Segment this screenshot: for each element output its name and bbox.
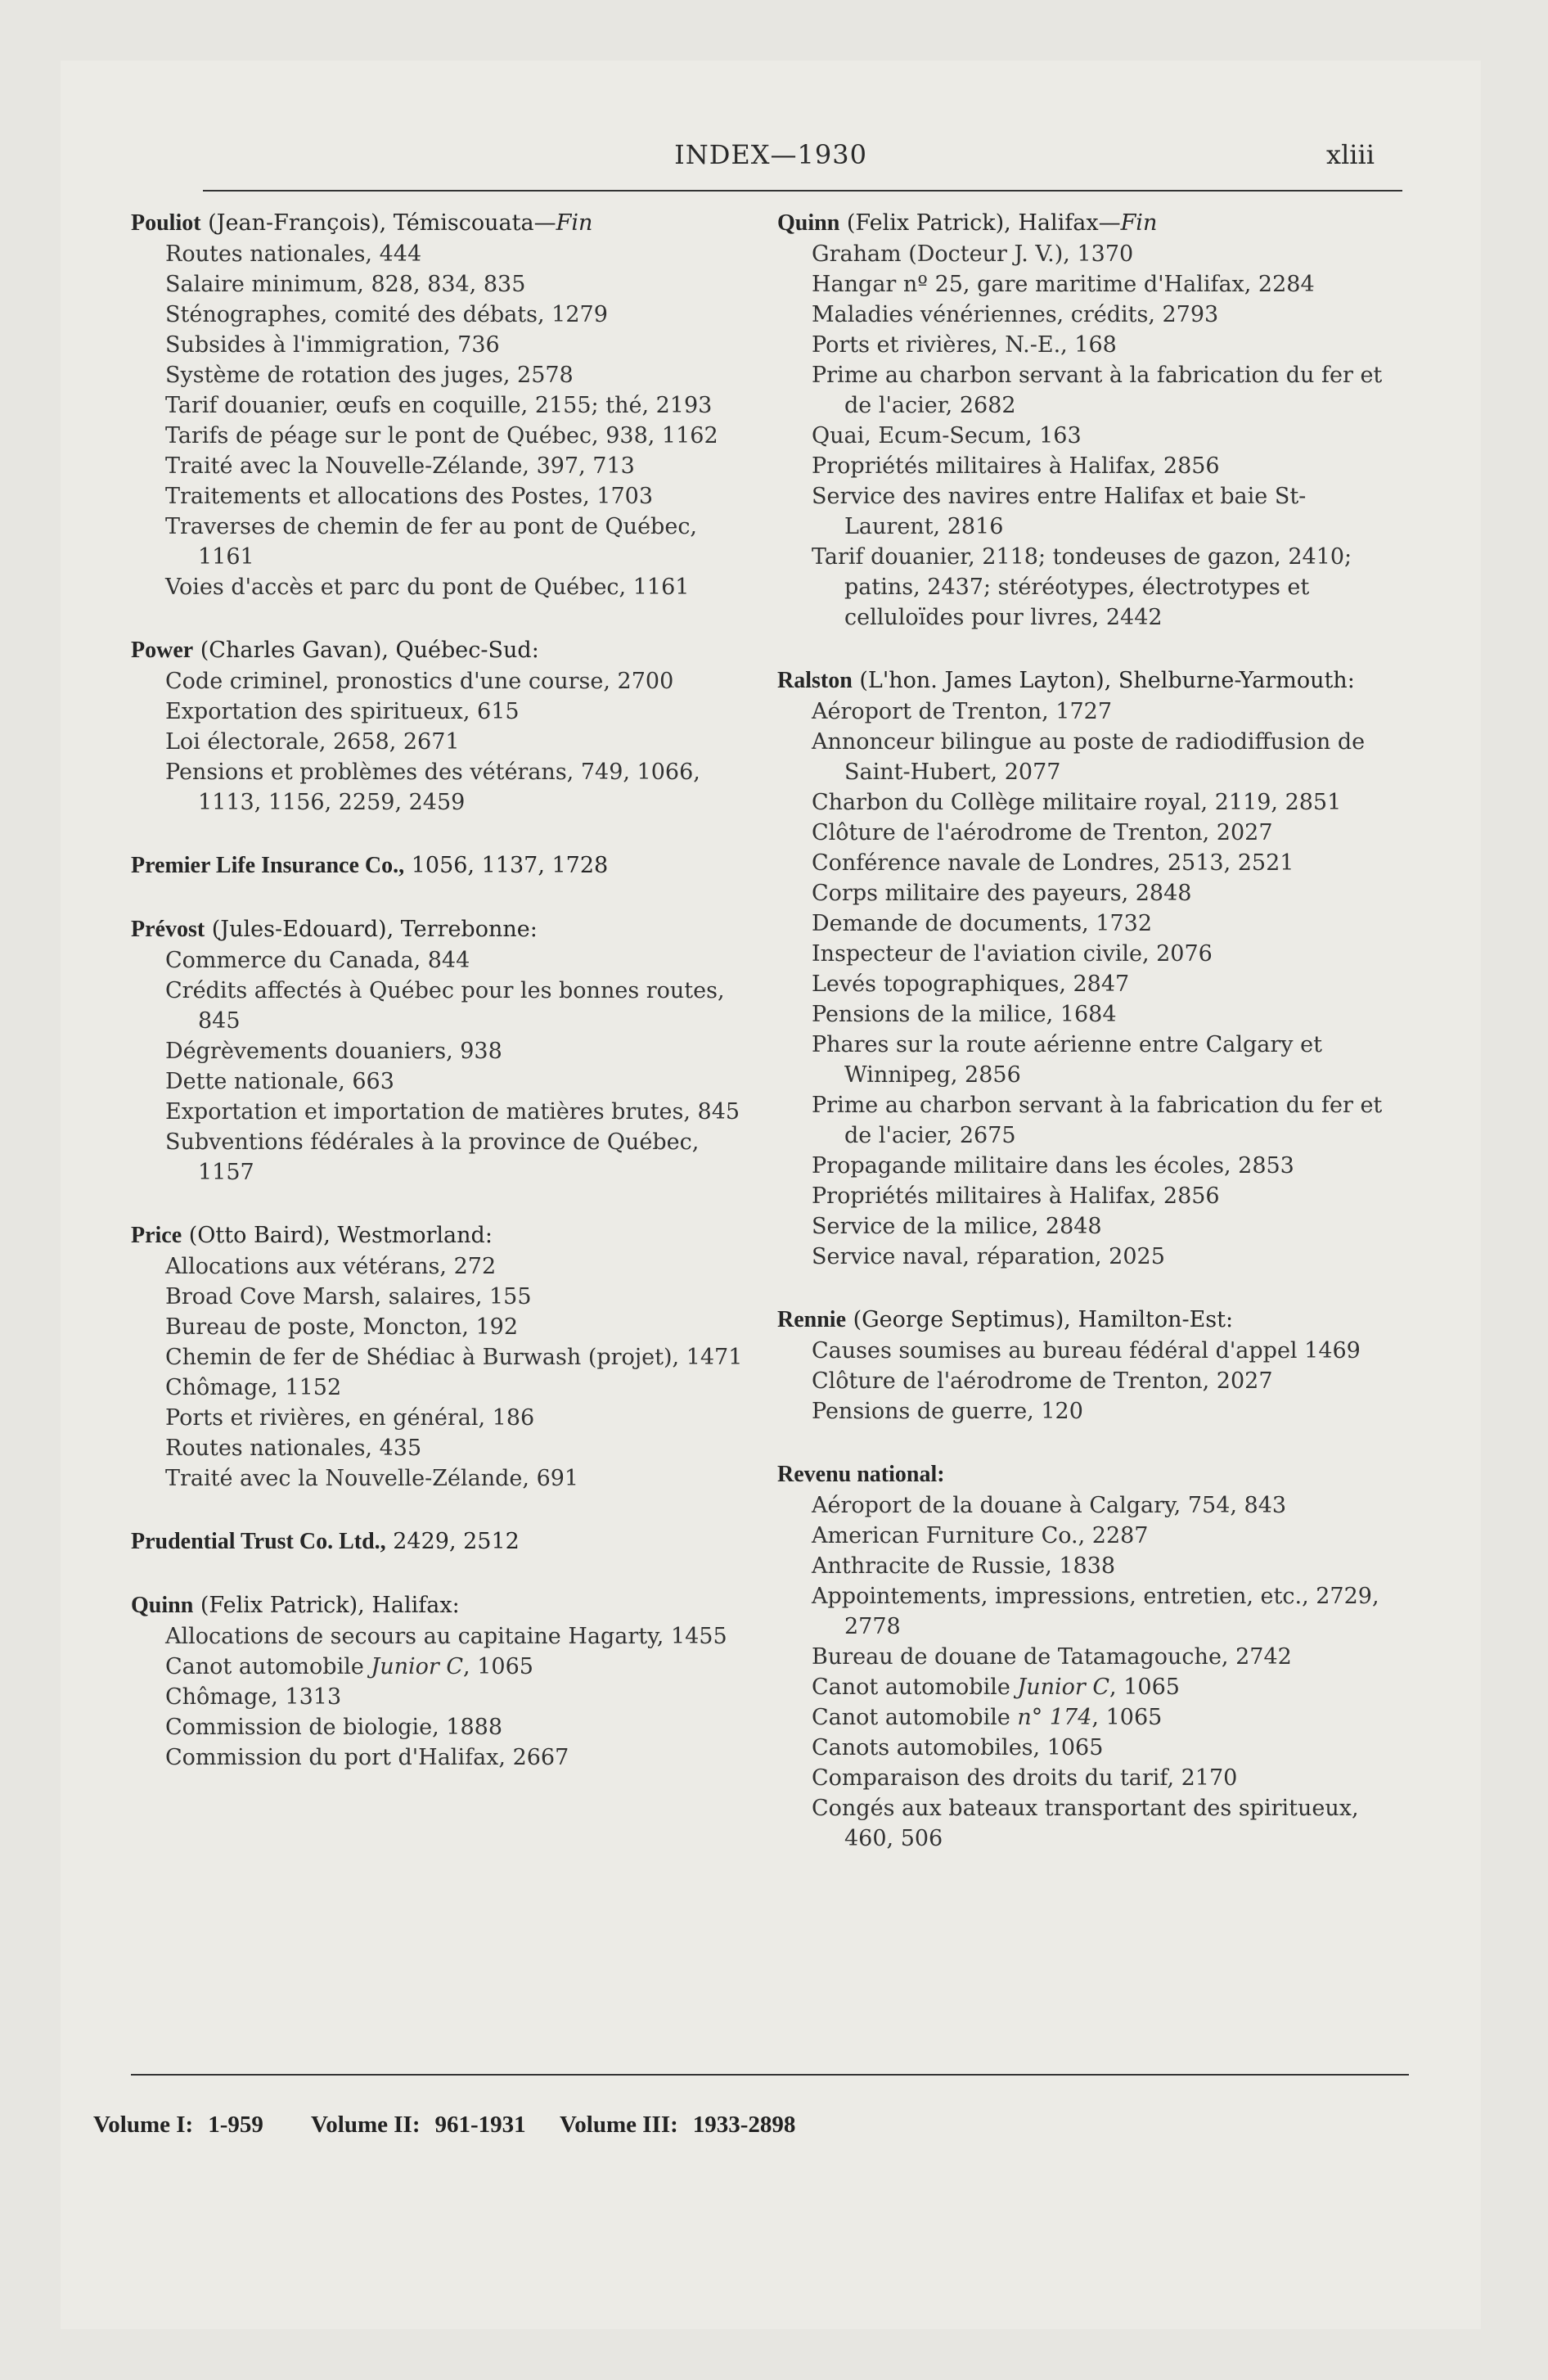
entry-heading — [131, 850, 745, 881]
entry-detail: (Jean-François), Témiscouata— — [200, 210, 556, 236]
subentry: Allocations aux vétérans, 272 — [165, 1254, 497, 1279]
footer-volume-range: 1933-2898 — [692, 2112, 796, 2138]
subentry: Pensions et problèmes des vétérans, 749, 1066, 1113, 1156, 2259, 2459 — [165, 760, 700, 815]
subentry: Aéroport de Trenton, 1727 — [812, 699, 1113, 724]
entry-detail: (L'hon. James Layton), Shelburne-Yarmouth: — [852, 668, 1355, 693]
footer-volume-range: 961-1931 — [434, 2112, 526, 2138]
subentry: Ports et rivières, en général, 186 — [165, 1405, 535, 1431]
entry-detail: (Otto Baird), Westmorland: — [182, 1223, 493, 1248]
entry-detail: (Jules-Edouard), Terrebonne: — [205, 917, 538, 942]
subentry: Chemin de fer de Shédiac à Burwash (projet), 1471 — [165, 1345, 743, 1370]
subentry: Commission de biologie, 1888 — [165, 1715, 503, 1740]
subentry: Code criminel, pronostics d'une course, 2700 — [165, 669, 674, 694]
subentry: Voies d'accès et parc du pont de Québec, 1161 — [165, 575, 690, 600]
subentry: Traité avec la Nouvelle-Zélande, 691 — [165, 1466, 579, 1491]
subentry: Corps militaire des payeurs, 2848 — [812, 881, 1192, 906]
subentry: Clôture de l'aérodrome de Trenton, 2027 — [812, 1368, 1273, 1394]
subentry: Service des navires entre Halifax et baie St-Laurent, 2816 — [812, 484, 1307, 539]
entry-name: Pouliot — [131, 210, 201, 236]
entry-name: Power — [131, 638, 194, 663]
subentry: Traitements et allocations des Postes, 1703 — [165, 484, 654, 509]
running-head — [61, 139, 1481, 175]
subentry: Canot automobile Junior C, 1065 — [812, 1675, 1180, 1700]
subentry: Hangar nº 25, gare maritime d'Halifax, 2284 — [812, 272, 1315, 297]
index-entry — [131, 1220, 745, 1494]
subentry: Tarif douanier, œufs en coquille, 2155; thé, 2193 — [165, 393, 713, 418]
subentry: Demande de documents, 1732 — [812, 911, 1153, 936]
subentry: Propriétés militaires à Halifax, 2856 — [812, 1183, 1220, 1209]
entry-heading — [131, 1526, 745, 1557]
footer-volume-3 — [560, 2112, 795, 2144]
subentry: Canot automobile Junior C, 1065 — [165, 1654, 533, 1679]
entry-heading — [131, 1220, 745, 1251]
entry-name: Prévost — [131, 917, 205, 942]
subentry: Canot automobile n° 174, 1065 — [812, 1705, 1163, 1730]
entry-detail: 2429, 2512 — [385, 1529, 520, 1554]
subentry: Tarifs de péage sur le pont de Québec, 938, 1162 — [165, 423, 718, 449]
subentry: Prime au charbon servant à la fabrication du fer et de l'acier, 2675 — [812, 1093, 1383, 1148]
subentry: Quai, Ecum-Secum, 163 — [812, 423, 1082, 449]
subentry: Service naval, réparation, 2025 — [812, 1244, 1165, 1269]
index-page — [61, 61, 1481, 2329]
entry-continued: Fin — [556, 210, 593, 236]
index-entry — [777, 208, 1391, 633]
header-rule — [203, 190, 1402, 192]
subentry: Commission du port d'Halifax, 2667 — [165, 1745, 569, 1770]
page-number: xliii — [1326, 139, 1375, 170]
entry-name: Quinn — [131, 1593, 194, 1618]
subentry: Causes soumises au bureau fédéral d'appel 1469 — [812, 1338, 1361, 1364]
subentry: Inspecteur de l'aviation civile, 2076 — [812, 941, 1213, 967]
subentry: Allocations de secours au capitaine Hagarty, 1455 — [165, 1624, 727, 1649]
subentry: Phares sur la route aérienne entre Calgary et Winnipeg, 2856 — [812, 1032, 1322, 1088]
subentry: Aéroport de la douane à Calgary, 754, 843 — [812, 1493, 1287, 1518]
subentry: Anthracite de Russie, 1838 — [812, 1553, 1116, 1579]
subentry: Crédits affectés à Québec pour les bonnes routes, 845 — [165, 978, 725, 1034]
entry-heading — [131, 635, 745, 666]
page-title: INDEX—1930 — [674, 139, 867, 170]
subentry: Loi électorale, 2658, 2671 — [165, 729, 460, 755]
subentry: Clôture de l'aérodrome de Trenton, 2027 — [812, 820, 1273, 845]
footer-rule — [131, 2074, 1409, 2076]
subentry: Broad Cove Marsh, salaires, 155 — [165, 1284, 532, 1309]
subentry: Commerce du Canada, 844 — [165, 948, 470, 973]
subentry: Pensions de guerre, 120 — [812, 1399, 1083, 1424]
entry-name: Rennie — [777, 1307, 846, 1332]
entry-name: Prudential Trust Co. Ltd., — [131, 1529, 386, 1554]
index-entry — [131, 208, 745, 602]
subentry: Appointements, impressions, entretien, etc., 2729, 2778 — [812, 1584, 1379, 1639]
subentry: Exportation et importation de matières brutes, 845 — [165, 1099, 740, 1125]
subentry: Dette nationale, 663 — [165, 1069, 394, 1094]
left-column — [131, 208, 745, 1805]
footer-volume-range: 1-959 — [208, 2112, 263, 2138]
subentry: Prime au charbon servant à la fabrication du fer et de l'acier, 2682 — [812, 363, 1383, 418]
footer-volume-label: Volume I: — [93, 2112, 194, 2138]
subentry: Ports et rivières, N.-E., 168 — [812, 332, 1117, 358]
subentry: Système de rotation des juges, 2578 — [165, 363, 574, 388]
subentry: Service de la milice, 2848 — [812, 1214, 1102, 1239]
right-column — [777, 208, 1391, 1886]
entry-heading — [777, 665, 1391, 696]
entry-detail: (George Septimus), Hamilton-Est: — [846, 1307, 1234, 1332]
footer-volume-label: Volume III: — [560, 2112, 678, 2138]
subentry: Sténographes, comité des débats, 1279 — [165, 302, 608, 327]
subentry: Tarif douanier, 2118; tondeuses de gazon, 2410; patins, 2437; stéréotypes, électrotypes et celluloïdes pour livres, 2442 — [812, 544, 1352, 630]
subentry: Chômage, 1152 — [165, 1375, 342, 1400]
entry-detail: (Felix Patrick), Halifax: — [193, 1593, 460, 1618]
entry-detail: (Felix Patrick), Halifax— — [839, 210, 1121, 236]
footer-volume-1 — [93, 2112, 263, 2144]
footer-volume-label: Volume II: — [311, 2112, 421, 2138]
subentry: Comparaison des droits du tarif, 2170 — [812, 1765, 1238, 1791]
subentry: Exportation des spiritueux, 615 — [165, 699, 520, 724]
subentry: Annonceur bilingue au poste de radiodiffusion de Saint-Hubert, 2077 — [812, 729, 1366, 785]
index-entry — [131, 850, 745, 881]
entry-heading — [131, 208, 745, 239]
subentry: Routes nationales, 435 — [165, 1436, 422, 1461]
subentry: Congés aux bateaux transportant des spiritueux, 460, 506 — [812, 1796, 1359, 1851]
entry-heading — [777, 1305, 1391, 1336]
subentry: Maladies vénériennes, crédits, 2793 — [812, 302, 1219, 327]
subentry: Bureau de poste, Moncton, 192 — [165, 1314, 519, 1340]
subentry: Charbon du Collège militaire royal, 2119, 2851 — [812, 790, 1342, 815]
subentry: Bureau de douane de Tatamagouche, 2742 — [812, 1644, 1292, 1670]
entry-name: Revenu national: — [777, 1462, 945, 1487]
subentry: Chômage, 1313 — [165, 1684, 342, 1710]
subentry: Routes nationales, 444 — [165, 241, 422, 267]
subentry: Subsides à l'immigration, 736 — [165, 332, 500, 358]
index-entry — [777, 1305, 1391, 1427]
index-entry — [777, 665, 1391, 1272]
subentry: Subventions fédérales à la province de Québec, 1157 — [165, 1129, 700, 1185]
index-entry — [131, 635, 745, 818]
entry-name: Quinn — [777, 210, 840, 236]
index-entry — [131, 914, 745, 1188]
index-entry — [131, 1526, 745, 1557]
index-entry — [777, 1459, 1391, 1854]
subentry: Conférence navale de Londres, 2513, 2521 — [812, 850, 1294, 876]
footer-volume-2 — [311, 2112, 526, 2144]
subentry: Propriétés militaires à Halifax, 2856 — [812, 453, 1220, 479]
index-entry — [131, 1590, 745, 1773]
subentry: Traverses de chemin de fer au pont de Québec, 1161 — [165, 514, 698, 570]
entry-heading — [777, 208, 1391, 239]
subentry: Traité avec la Nouvelle-Zélande, 397, 713 — [165, 453, 635, 479]
subentry: Graham (Docteur J. V.), 1370 — [812, 241, 1134, 267]
subentry: Propagande militaire dans les écoles, 2853 — [812, 1153, 1294, 1179]
entry-heading — [131, 914, 745, 945]
subentry: American Furniture Co., 2287 — [812, 1523, 1149, 1548]
entry-heading — [131, 1590, 745, 1621]
entry-name: Ralston — [777, 668, 853, 693]
subentry: Dégrèvements douaniers, 938 — [165, 1039, 502, 1064]
subentry: Salaire minimum, 828, 834, 835 — [165, 272, 526, 297]
entry-heading — [777, 1459, 1391, 1490]
entry-name: Premier Life Insurance Co., — [131, 853, 405, 878]
entry-detail: (Charles Gavan), Québec-Sud: — [193, 638, 539, 663]
entry-detail: 1056, 1137, 1728 — [404, 853, 609, 878]
subentry: Pensions de la milice, 1684 — [812, 1002, 1117, 1027]
entry-continued: Fin — [1120, 210, 1158, 236]
subentry: Levés topographiques, 2847 — [812, 971, 1130, 997]
entry-name: Price — [131, 1223, 182, 1248]
subentry: Canots automobiles, 1065 — [812, 1735, 1104, 1760]
